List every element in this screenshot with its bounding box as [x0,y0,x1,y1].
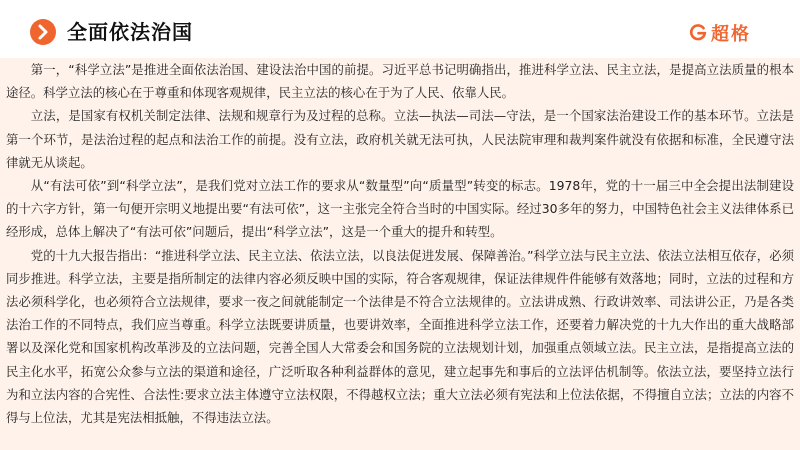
chevron-right-icon [30,19,56,45]
g-logo-icon [689,23,707,45]
brand-name: 超格 [711,24,751,45]
page-title: 全面依法治国 [67,20,193,44]
article-body [6,58,794,429]
paragraph: 第一，“科学立法”是推进全面依法治国、建设法治中国的前提。习近平总书记明确指出，推进科学立法、民主立法，是提高立法质量的根本途径。科学立法的核心在于尊重和体现客观规律，民主立法的核心在于为了人民、依靠人民。 [6,62,794,101]
content-panel [0,58,800,450]
paragraph: 从“有法可依”到“科学立法”，是我们党对立法工作的要求从“数量型”向“质量型”转变的标志。1978年，党的十一届三中全会提出法制建设的十六字方针，第一句便开宗明义地提出要“有法可依”，这一主张完全符合当时的中国实际。经过30多年的努力，中国特色社会主义法律体系已经形成，总体上解决了“有法可依”问题后，提出“科学立法”，这是一个重大的提升和转型。 [6,178,794,240]
header-bar [0,0,800,62]
paragraph: 立法，是国家有权机关制定法律、法规和规章行为及过程的总称。立法—执法—司法—守法，是一个国家法治建设工作的基本环节。立法是第一个环节，是法治过程的起点和法治工作的前提。没有立法，政府机关就无法可执，人民法院审理和裁判案件就没有依据和标准，全民遵守法律就无从谈起。 [6,108,794,170]
paragraph: 党的十九大报告指出：“推进科学立法、民主立法、依法立法，以良法促进发展、保障善治。”科学立法与民主立法、依法立法相互依存，必须同步推进。科学立法，主要是指所制定的法律内容必须反映中国的实际，符合客观规律，保证法律规件件能够有效落地；同时，立法的过程和方法必须科学化，也必须符合立法规律，要求一夜之间就能制定一个法律是不符合立法规律的。立法讲成熟、行政讲效率、司法讲公正，乃是各类法治工作的不同特点，我们应当尊重。科学立法既要讲质量，也要讲效率，全面推进科学立法工作，还要着力解决党的十九大作出的重大战略部署以及深化党和国家机构改革涉及的立法问题，完善全国人大常委会和国务院的立法规划计划，加强重点领域立法。民主立法，是指提高立法的民主化水平，拓宽公众参与立法的渠道和途径，广泛听取各种利益群体的意见，建立起事先和事后的立法评估机制等。依法立法，要坚持立法行为和立法内容的合宪性、合法性:要求立法主体遵守立法权限，不得越权立法；重大立法必须有宪法和上位法依据，不得擅自立法；立法的内容不得与上位法，尤其是宪法相抵触，不得违法立法。 [6,247,794,426]
